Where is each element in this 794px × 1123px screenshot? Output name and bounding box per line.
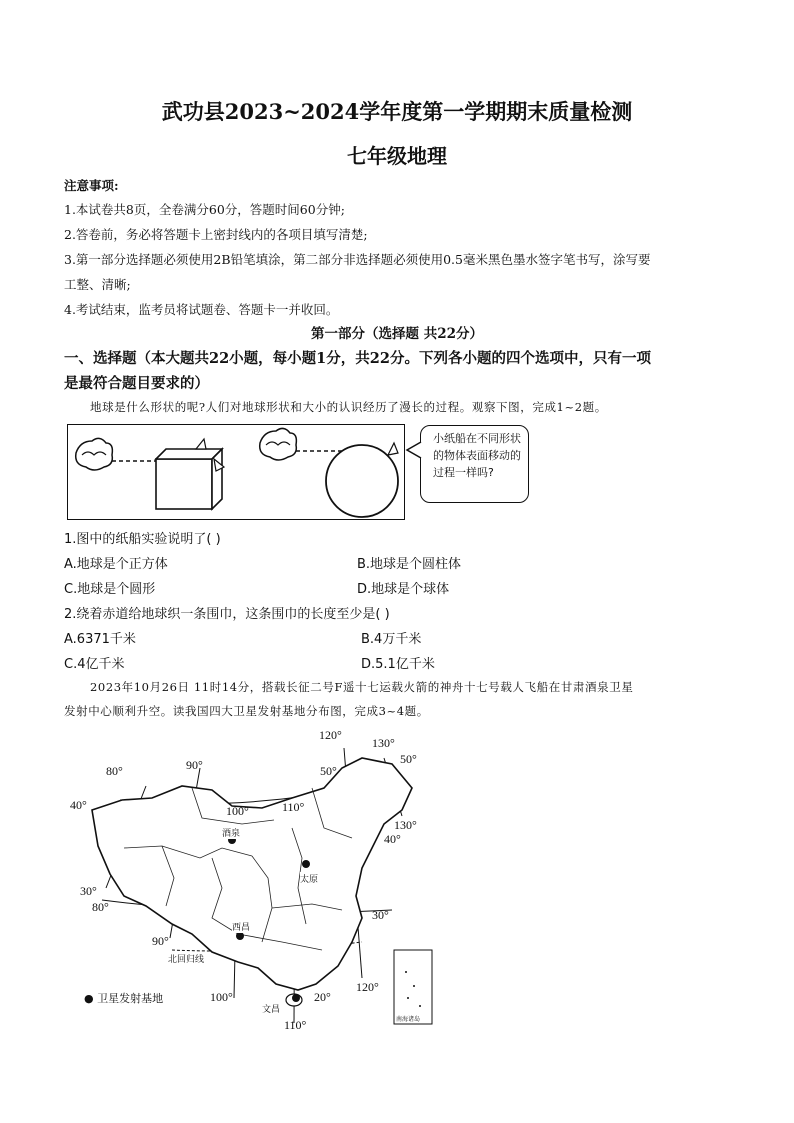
option-a: A.地球是个正方体 (64, 557, 168, 572)
speech-bubble-tail (405, 440, 423, 460)
question-intro: 发射中心顺利升空。读我国四大卫星发射基地分布图，完成3~4题。 (64, 704, 429, 718)
note-item: 2.答卷前，务必将答题卡上密封线内的各项目填写清楚; (64, 227, 368, 242)
lon-label: 100° (210, 990, 233, 1004)
question-intro: 2023年10月26日 11时14分，搭载长征二号F遥十七运载火箭的神舟十七号载人飞船在甘肃酒泉卫星 (90, 680, 634, 694)
exam-title: 武功县2023~2024学年度第一学期期末质量检测 (161, 99, 633, 124)
lon-label: 80° (106, 764, 123, 778)
lat-label: 50° (400, 752, 417, 766)
tropic-label: 北回归线 (168, 955, 205, 965)
cube-shape (156, 439, 224, 509)
question-intro: 地球是什么形状的呢?人们对地球形状和大小的认识经历了漫长的过程。观察下图，完成1~2题。 (90, 400, 607, 414)
sphere-shape (326, 445, 398, 517)
site-label-wenchang: 文昌 (262, 1005, 281, 1015)
option-b: B.4万千米 (361, 632, 422, 647)
lon-label: 90° (186, 758, 203, 772)
lat-label: 50° (320, 764, 337, 778)
option-c: C.4亿千米 (64, 657, 125, 672)
observer-head-icon (76, 438, 113, 470)
site-label-xichang: 西昌 (232, 920, 250, 933)
lon-label: 130° (372, 736, 395, 750)
option-d: D.地球是个球体 (357, 582, 450, 597)
note-item: 1.本试卷共8页，全卷满分60分，答题时间60分钟; (64, 202, 345, 217)
option-d: D.5.1亿千米 (361, 657, 435, 672)
section-heading-line2: 是最符合题目要求的） (64, 375, 209, 392)
china-satellite-launch-map (62, 728, 442, 1038)
inset-caption: 南海诸岛 (396, 1016, 421, 1023)
paper-boat-illustration (68, 425, 404, 519)
part-title: 第一部分（选择题 共22分） (311, 326, 483, 342)
question-stem: 1.图中的纸船实验说明了( ) (64, 532, 221, 547)
speech-bubble-text: 小纸船在不同形状的物体表面移动的过程一样吗? (433, 432, 521, 479)
option-b: B.地球是个圆柱体 (357, 557, 462, 572)
section-heading-line1: 一、选择题（本大题共22小题，每小题1分，共22分。下列各小题的四个选项中，只有一项 (64, 350, 651, 367)
question-stem: 2.绕着赤道给地球织一条围巾，这条围巾的长度至少是( ) (64, 607, 390, 622)
exam-subtitle: 七年级地理 (347, 144, 447, 168)
site-marker-xichang (236, 932, 244, 940)
site-marker-wenchang (292, 994, 300, 1002)
lat-label: 30° (80, 884, 97, 898)
lat-label: 20° (314, 990, 331, 1004)
lat-label: 30° (372, 908, 389, 922)
site-marker-taiyuan (302, 860, 310, 868)
note-item: 3.第一部分选择题必须使用2B铅笔填涂，第二部分非选择题必须使用0.5毫米黑色墨水签字笔书写，涂写要 (64, 252, 651, 267)
site-label-jiuquan: 酒泉 (222, 826, 240, 839)
lat-label: 40° (70, 798, 87, 812)
lon-label: 110° (284, 1018, 307, 1032)
lon-label: 100° (226, 804, 249, 818)
lon-label: 130° (394, 818, 417, 832)
option-a: A.6371千米 (64, 632, 136, 647)
lon-label: 90° (152, 934, 169, 948)
site-label-taiyuan: 太原 (300, 872, 318, 885)
note-item: 工整、清晰; (64, 277, 131, 292)
observer-head-icon (260, 428, 297, 460)
note-item: 4.考试结束，监考员将试题卷、答题卡一并收回。 (64, 302, 339, 317)
lon-label: 110° (282, 800, 305, 814)
lon-label: 80° (92, 900, 109, 914)
lon-label: 120° (319, 728, 342, 742)
map-legend: ● 卫星发射基地 (84, 992, 164, 1005)
lon-label: 120° (356, 980, 379, 994)
speech-bubble (420, 425, 529, 503)
paper-boat-figure (67, 424, 405, 520)
option-c: C.地球是个圆形 (64, 582, 156, 597)
notes-heading: 注意事项: (64, 178, 119, 193)
lat-label: 40° (384, 832, 401, 846)
